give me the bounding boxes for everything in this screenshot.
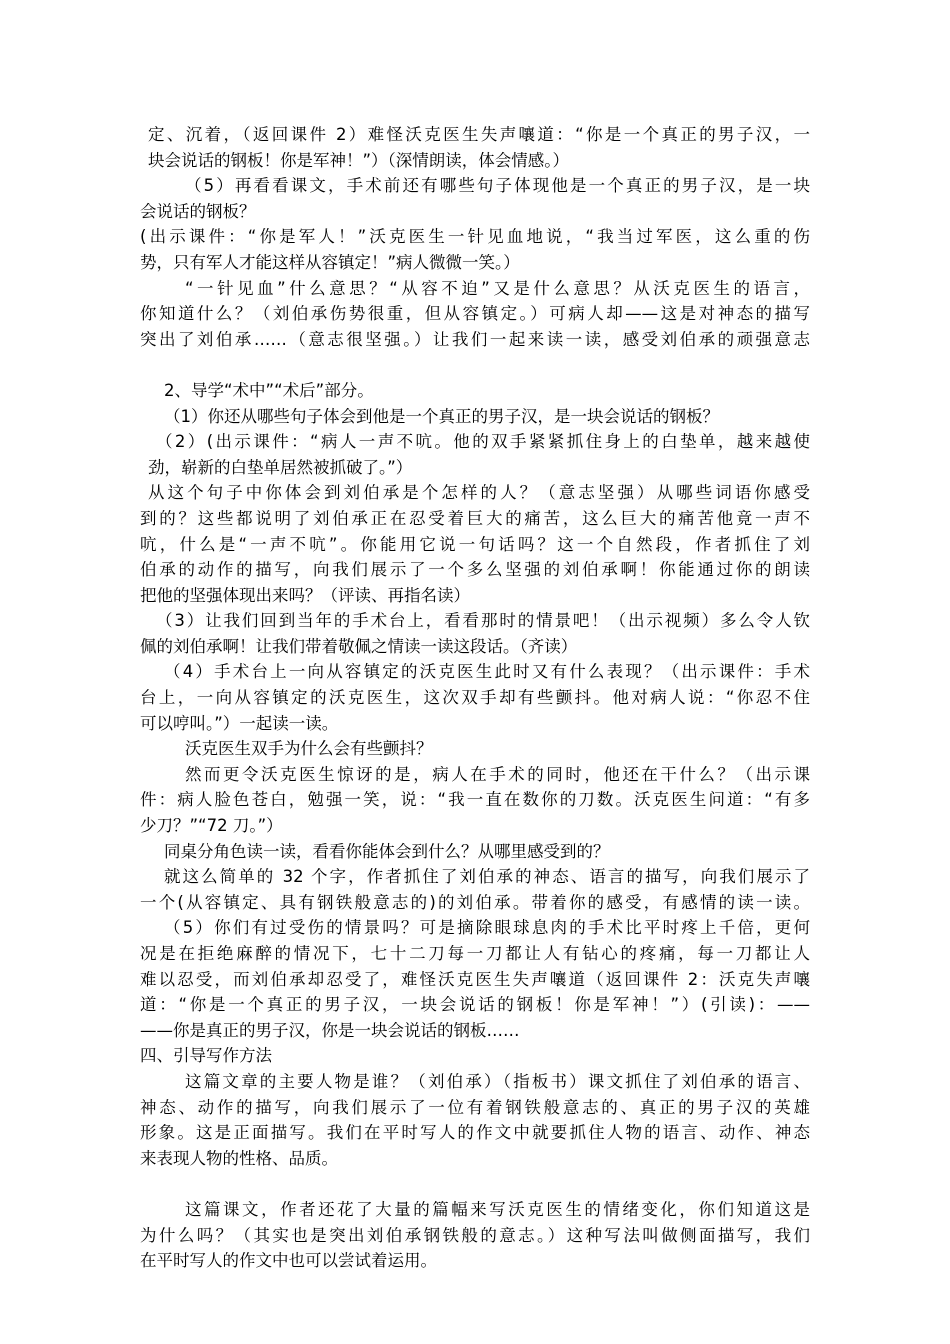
text-line: 况是在拒绝麻醉的情况下，七十二刀每一刀都让人有钻心的疼痛，每一刀都让人 [140,944,810,963]
text-line: 把他的坚强体现出来吗？（评读、再指名读） [140,585,470,605]
text-line: 伯承的动作的描写，向我们展示了一个多么坚强的刘伯承啊！你能通过你的朗读 [140,560,810,580]
text-line: 块会说话的钢板！你是军神！”）（深情朗读，体会情感。） [148,150,570,170]
text-line: 在平时写人的作文中也可以尝试着运用。 [140,1251,437,1271]
text-line: 件：病人脸色苍白，勉强一笑，说：“我一直在数你的刀数。沃克医生问道：“有多 [140,790,810,810]
text-line: 神态、动作的描写，向我们展示了一位有着钢铁般意志的、真正的男子汉的英雄 [140,1097,810,1117]
text-line: 道：“你是一个真正的男子汉，一块会说话的钢板！你是军神！”）(引读)：—— [140,995,810,1015]
text-line: 沃克医生双手为什么会有些颤抖？ [185,739,433,759]
text-line: 就这么简单的 32 个字，作者抓住了刘伯承的神态、语言的描写，向我们展示了 [164,867,810,887]
text-line: 这篇课文，作者还花了大量的篇幅来写沃克医生的情绪变化，你们知道这是 [185,1199,810,1219]
section-heading: 四、引导写作方法 [140,1046,272,1066]
text-line: （3）让我们回到当年的手术台上，看看那时的情景吧！（出示视频）多么令人钦 [156,611,810,631]
text-line: （5）你们有过受伤的情景吗？可是摘除眼球息肉的手术比平时疼上千倍，更何 [164,918,810,938]
text-line: “一针见血”什么意思？“从容不迫”又是什么意思？从沃克医生的语言， [185,278,810,298]
text-line: （4）手术台上一向从容镇定的沃克医生此时又有什么表现？（出示课件：手术 [164,662,810,682]
text-line: 一个(从容镇定、具有钢铁般意志的)的刘伯承。带着你的感受，有感情的读一读。 [140,892,810,912]
document-body [140,122,810,1274]
text-line: 然而更令沃克医生惊讶的是，病人在手术的同时，他还在干什么？（出示课 [185,764,810,784]
text-line: 吭，什么是“一声不吭”。你能用它说一句话吗？这一个自然段，作者抓住了刘 [140,534,810,554]
text-line: (出示课件：“你是军人！”沃克医生一针见血地说，“我当过军医，这么重的伤 [140,227,810,247]
text-line: 势，只有军人才能这样从容镇定！”病人微微一笑。） [140,252,520,272]
text-line: 劲，崭新的白垫单居然被抓破了。”） [148,457,413,477]
text-line: （1）你还从哪些句子体会到他是一个真正的男子汉，是一块会说话的钢板？ [164,406,719,426]
text-line: 来表现人物的性格、品质。 [140,1148,338,1168]
text-line: 突出了刘伯承……（意志很坚强。）让我们一起来读一读，感受刘伯承的顽强意志 [140,329,810,349]
text-line: 会说话的钢板？ [140,201,256,221]
text-line: 为什么吗？（其实也是突出刘伯承钢铁般的意志。）这种写法叫做侧面描写，我们 [140,1225,810,1245]
blank-line [140,1171,810,1197]
text-line: 形象。这是正面描写。我们在平时写人的作文中就要抓住人物的语言、动作、神态 [140,1123,810,1143]
text-line: 少刀？”“72 刀。”） [140,816,283,836]
text-line: 可以哼叫。”）一起读一读。 [140,713,339,733]
text-line: 到的？这些都说明了刘伯承正在忍受着巨大的痛苦，这么巨大的痛苦他竟一声不 [140,508,810,528]
text-line: ——你是真正的男子汉，你是一块会说话的钢板…… [140,1020,520,1040]
section-heading: 2、导学“术中”“术后”部分。 [164,380,374,400]
text-line: （2）(出示课件：“病人一声不吭。他的双手紧紧抓住身上的白垫单，越来越使 [156,432,810,452]
text-line: 佩的刘伯承啊！让我们带着敬佩之情读一读这段话。（齐读） [140,636,578,656]
text-line: 你知道什么？（刘伯承伤势很重，但从容镇定。）可病人却——这是对神态的描写 [140,304,810,324]
text-line: 难以忍受，而刘伯承却忍受了，难怪沃克医生失声嚷道（返回课件 2：沃克失声嚷 [140,969,810,989]
blank-line [140,352,810,378]
text-line: 定、沉着，（返回课件 2）难怪沃克医生失声嚷道：“你是一个真正的男子汉，一 [148,125,810,144]
text-line: 从这个句子中你体会到刘伯承是个怎样的人？（意志坚强）从哪些词语你感受 [148,483,810,503]
text-line: 同桌分角色读一读，看看你能体会到什么？从哪里感受到的？ [164,841,610,861]
text-line: （5）再看看课文，手术前还有哪些句子体现他是一个真正的男子汉，是一块 [185,176,810,196]
text-line: 台上，一向从容镇定的沃克医生，这次双手却有些颤抖。他对病人说：“你忍不住 [140,688,810,708]
text-line: 这篇文章的主要人物是谁？（刘伯承）（指板书）课文抓住了刘伯承的语言、 [185,1071,810,1091]
